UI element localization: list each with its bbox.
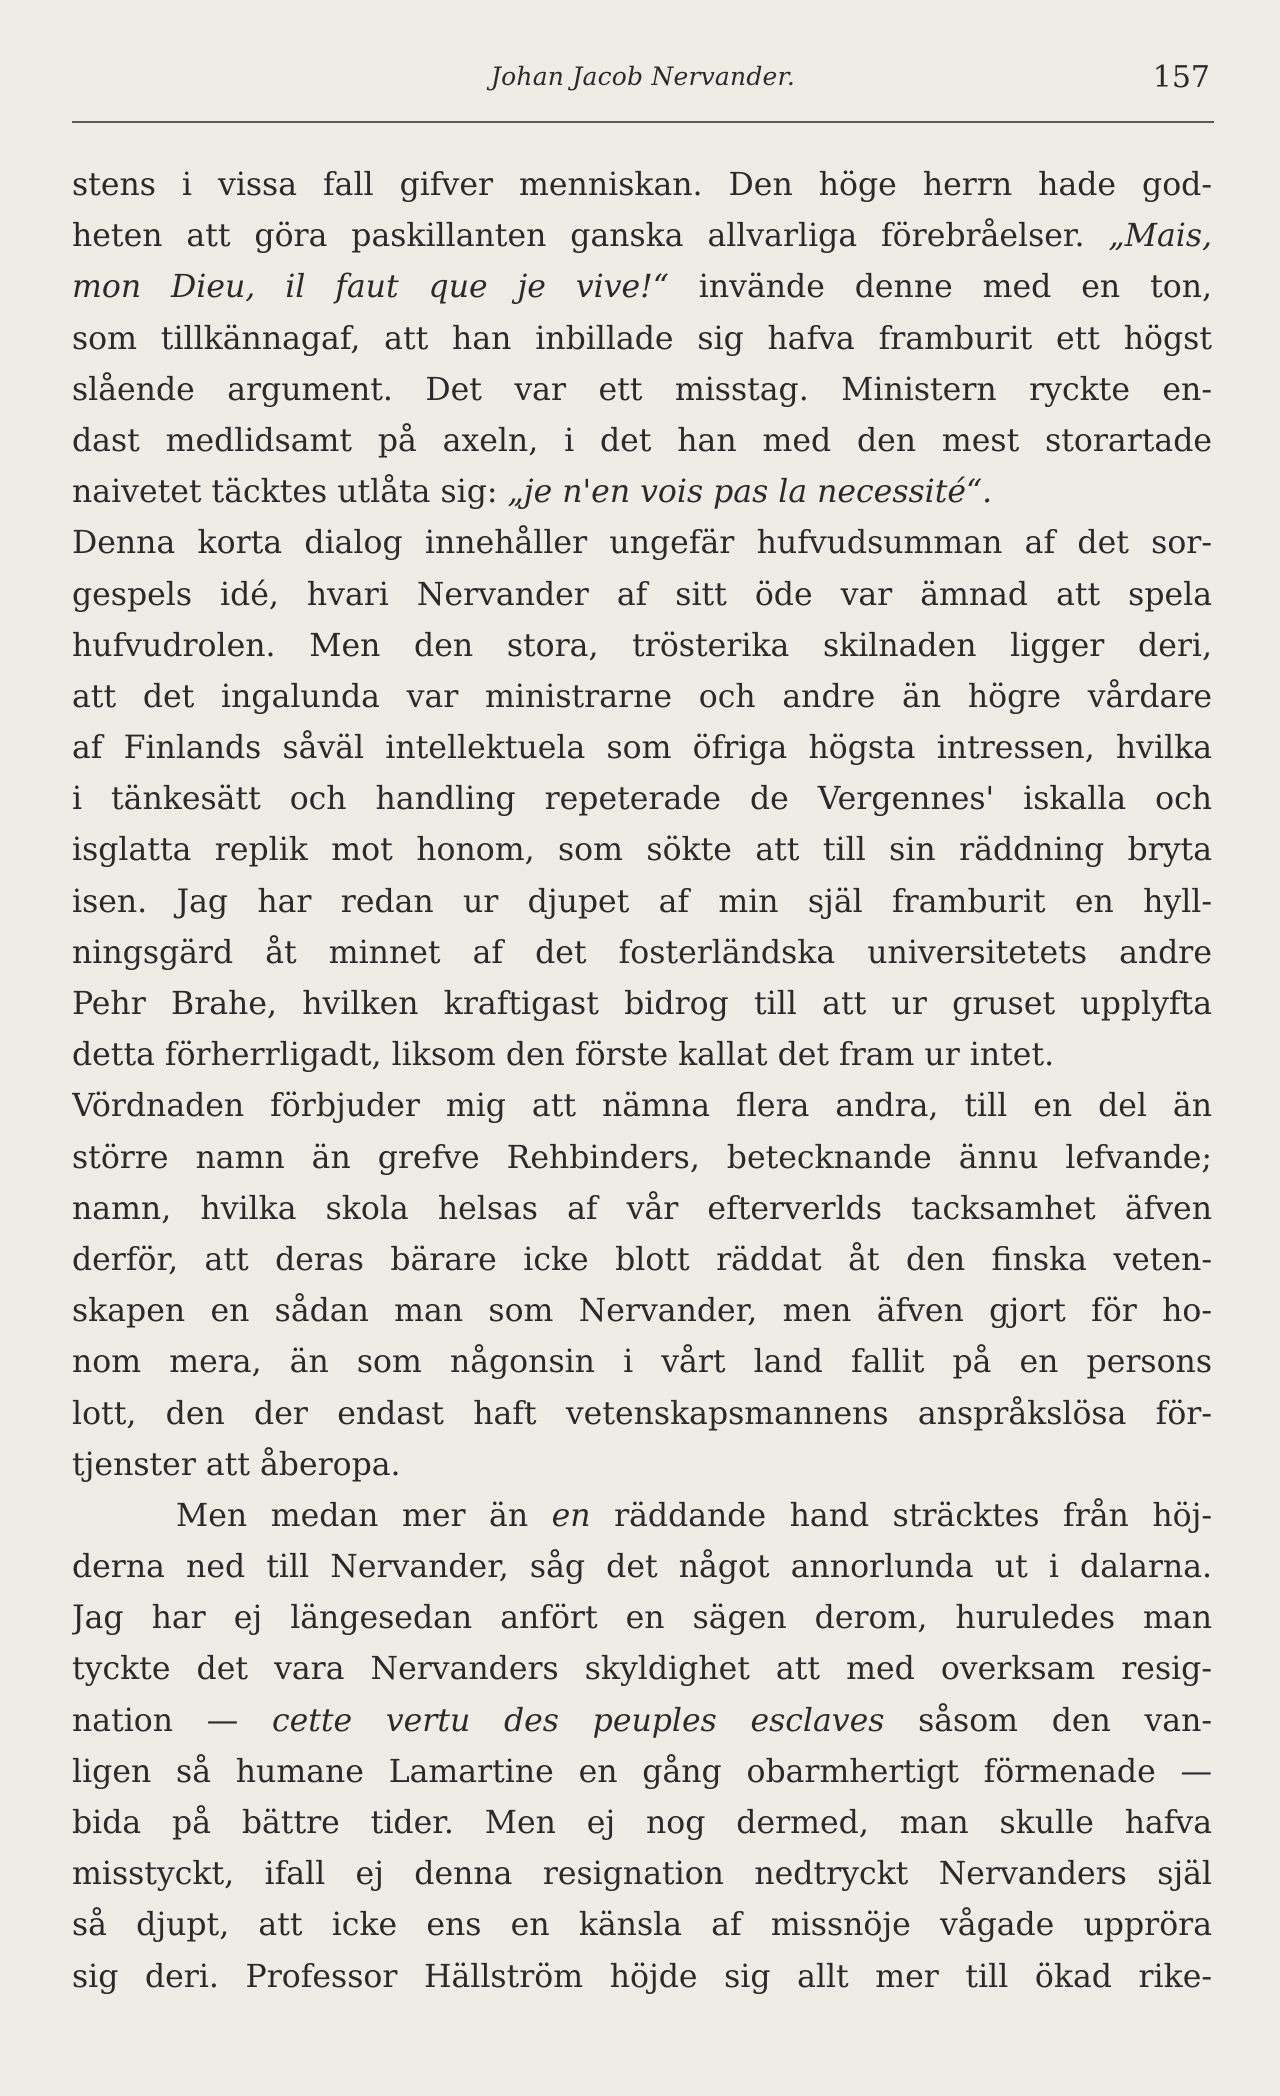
text-segment: nom mera, än som någonsin i vårt land fallit på en persons xyxy=(72,1344,1212,1381)
text-segment: större namn än grefve Rehbinders, betecknande ännu lefvande; xyxy=(72,1139,1212,1176)
text-line xyxy=(72,1286,1212,1337)
text-line xyxy=(72,1644,1212,1695)
text-line xyxy=(72,621,1212,672)
page-number: 157 xyxy=(1152,60,1210,95)
text-line xyxy=(72,1133,1212,1184)
italic-text-segment: „Mais, xyxy=(1108,218,1212,255)
text-segment: detta förherrligadt, liksom den förste kallat det fram ur intet. xyxy=(72,1037,1055,1074)
text-line xyxy=(72,1030,1212,1081)
text-line xyxy=(72,518,1212,569)
text-segment: namn, hvilka skola helsas af vår efterverlds tacksamhet äfven xyxy=(72,1190,1212,1227)
text-line xyxy=(72,1849,1212,1900)
text-segment: tjenster att åberopa. xyxy=(72,1446,401,1483)
body-text xyxy=(72,160,1212,2003)
text-line xyxy=(72,262,1212,313)
text-line xyxy=(72,723,1212,774)
text-segment: gespels idé, hvari Nervander af sitt öde var ämnad att spela xyxy=(72,576,1212,613)
text-segment: såsom den van- xyxy=(884,1702,1212,1739)
text-segment: lott, den der endast haft vetenskapsmannens anspråkslösa för- xyxy=(72,1395,1212,1432)
text-line xyxy=(72,1696,1212,1747)
text-line xyxy=(72,314,1212,365)
text-segment: som tillkännagaf, att han inbillade sig hafva framburit ett högst xyxy=(72,320,1212,357)
text-segment: derna ned till Nervander, såg det något annorlunda ut i dalarna. xyxy=(72,1549,1212,1586)
text-line xyxy=(72,672,1212,723)
text-line xyxy=(72,416,1212,467)
text-line xyxy=(72,467,1212,518)
italic-text-segment: cette vertu des peuples esclaves xyxy=(271,1702,885,1739)
text-segment: isglatta replik mot honom, som sökte att till sin räddning bryta xyxy=(72,832,1212,869)
text-line xyxy=(72,1081,1212,1132)
text-line xyxy=(72,1491,1212,1542)
text-segment: slående argument. Det var ett misstag. Ministern ryckte en- xyxy=(72,371,1212,408)
italic-text-segment: „je n'en vois pas la necessité“. xyxy=(507,474,993,511)
text-line xyxy=(72,1337,1212,1388)
text-segment: skapen en sådan man som Nervander, men äfven gjort för ho- xyxy=(72,1293,1212,1330)
text-line xyxy=(72,1235,1212,1286)
text-segment: bida på bättre tider. Men ej nog dermed, man skulle hafva xyxy=(72,1805,1212,1841)
text-segment: ligen så humane Lamartine en gång obarmhertigt förmenade — xyxy=(72,1753,1212,1790)
italic-text-segment: mon Dieu, il faut que je vive!“ xyxy=(72,269,669,306)
text-line xyxy=(72,1593,1212,1644)
text-line xyxy=(72,1798,1212,1849)
text-segment: derför, att deras bärare icke blott räddat åt den finska veten- xyxy=(72,1241,1212,1278)
text-segment: Pehr Brahe, hvilken kraftigast bidrog till att ur gruset upplyfta xyxy=(72,986,1212,1022)
text-segment: sig deri. Professor Hällström höjde sig allt mer till ökad rike- xyxy=(72,1958,1212,1995)
page-header xyxy=(72,58,1214,106)
text-line xyxy=(72,1389,1212,1440)
text-segment: Men medan mer än xyxy=(176,1497,552,1534)
text-line xyxy=(72,928,1212,979)
text-segment: så djupt, att icke ens en känsla af missnöje vågade uppröra xyxy=(72,1907,1212,1944)
text-segment: naivetet täcktes utlåta sig: xyxy=(72,474,508,511)
text-segment: att det ingalunda var ministrarne och andre än högre vårdare xyxy=(72,678,1212,715)
text-line xyxy=(72,825,1212,876)
italic-text-segment: en xyxy=(551,1497,591,1534)
text-line xyxy=(72,1747,1212,1798)
text-segment: i tänkesätt och handling repeterade de Vergennes' iskalla och xyxy=(72,781,1212,818)
text-line xyxy=(72,1952,1212,2003)
text-segment: Jag har ej längesedan anfört en sägen derom, huruledes man xyxy=(72,1600,1212,1637)
text-line xyxy=(72,877,1212,928)
text-line xyxy=(72,1184,1212,1235)
text-segment: isen. Jag har redan ur djupet af min själ framburit en hyll- xyxy=(72,883,1212,920)
text-segment: räddande hand sträcktes från höj- xyxy=(590,1497,1212,1534)
text-segment: af Finlands såväl intellektuela som öfriga högsta intressen, hvilka xyxy=(72,730,1212,767)
text-line xyxy=(72,1542,1212,1593)
text-segment: ningsgärd åt minnet af det fosterländska universitetets andre xyxy=(72,934,1212,971)
text-line xyxy=(72,979,1212,1030)
text-line xyxy=(72,211,1212,262)
text-segment: misstyckt, ifall ej denna resignation nedtryckt Nervanders själ xyxy=(72,1856,1212,1893)
text-segment: heten att göra paskillanten ganska allvarliga förebråelser. xyxy=(72,218,1109,255)
header-rule xyxy=(72,121,1214,123)
text-segment: hufvudrolen. Men den stora, trösterika skilnaden ligger deri, xyxy=(72,627,1212,664)
text-line xyxy=(72,365,1212,416)
text-line xyxy=(72,1440,1212,1491)
text-segment: Denna korta dialog innehåller ungefär hufvudsumman af det sor- xyxy=(72,525,1212,562)
text-segment: tyckte det vara Nervanders skyldighet att med overksam resig- xyxy=(72,1651,1212,1688)
text-segment: stens i vissa fall gifver menniskan. Den höge herrn hade god- xyxy=(72,167,1212,203)
text-line xyxy=(72,1900,1212,1951)
text-line xyxy=(72,160,1212,211)
text-segment: nation — xyxy=(72,1702,272,1739)
running-title: Johan Jacob Nervander. xyxy=(490,62,796,91)
text-segment: Vördnaden förbjuder mig att nämna flera andra, till en del än xyxy=(72,1088,1212,1125)
text-line xyxy=(72,774,1212,825)
text-segment: dast medlidsamt på axeln, i det han med den mest storartade xyxy=(72,422,1212,459)
text-segment: invände denne med en ton, xyxy=(668,269,1212,306)
text-line xyxy=(72,570,1212,621)
